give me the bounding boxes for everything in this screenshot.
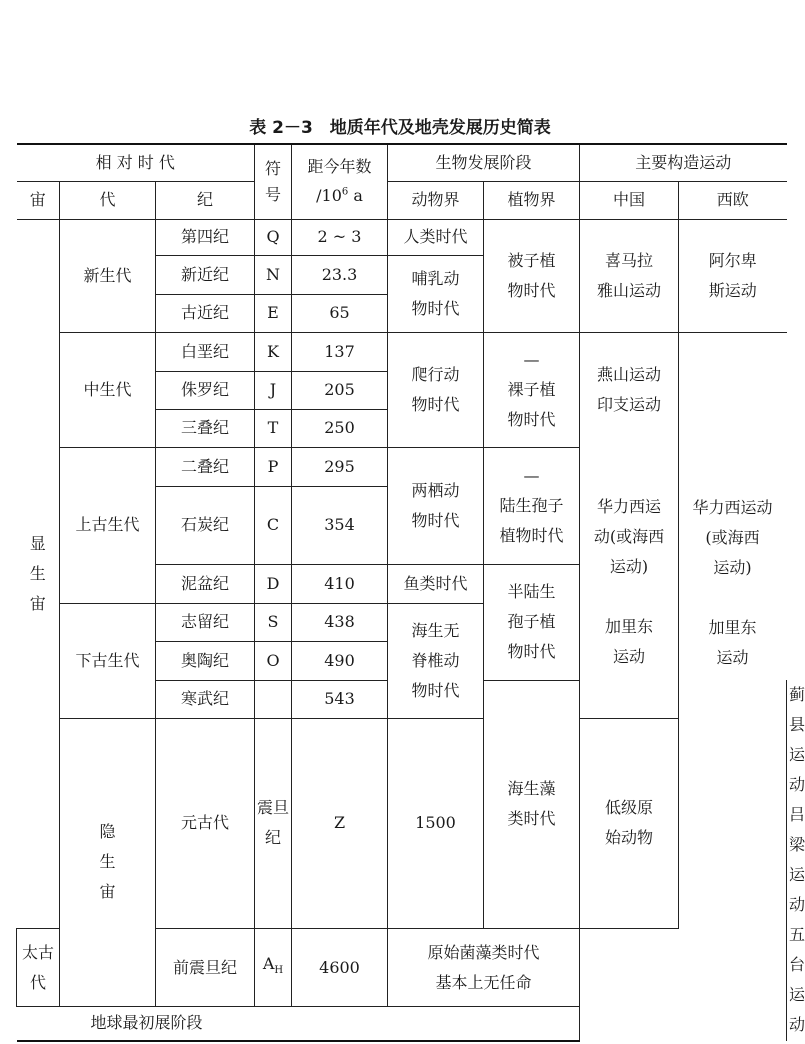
header-west-europe: 西欧	[679, 181, 787, 219]
era-archean: 太古代	[17, 929, 60, 1007]
period-age: 205	[292, 371, 388, 409]
plant-gymnosperm: — 裸子植 物时代	[484, 332, 580, 447]
header-age	[292, 144, 388, 219]
period-name: 奥陶纪	[156, 641, 255, 680]
period-name: 三叠纪	[156, 409, 255, 447]
europe-blank	[679, 332, 787, 447]
period-name: 白垩纪	[156, 332, 255, 371]
period-age: 354	[292, 486, 388, 564]
period-age: 23.3	[292, 255, 388, 294]
period-symbol: S	[255, 603, 292, 641]
header-china: 中国	[580, 181, 679, 219]
eon-phanerozoic: 显 生 宙	[17, 219, 60, 929]
header-relative-time: 相 对 时 代	[17, 144, 255, 181]
era-proterozoic: 元古代	[156, 718, 255, 929]
period-symbol: K	[255, 332, 292, 371]
period-age: 2 ~ 3	[292, 219, 388, 255]
period-symbol: J	[255, 371, 292, 409]
plant-marine-algae: 海生藻 类时代	[484, 680, 580, 929]
period-symbol	[255, 680, 292, 718]
header-period: 纪	[156, 181, 255, 219]
header-era: 代	[60, 181, 156, 219]
period-symbol: P	[255, 447, 292, 486]
period-symbol: T	[255, 409, 292, 447]
header-animal: 动物界	[388, 181, 484, 219]
geologic-time-table: 相 对 时 代 符 号 距今年数 $/10^6$ a 生物发展阶段 主要构造运动 宙 代 纪 动物界 植物界 中国 西欧 显 生 宙 新生代 第四纪 Q 2 ~ 3 人类时代 被子植 物时代 喜马拉 雅山运动 阿尔卑 斯运动 新近纪 N 23.3 哺乳动 物时代 古近纪 E 65 中生代 白垩纪 K 137 爬行动 物时代 — 裸子植 物时代 燕山运动 印支运动 侏罗纪 J 205 三叠纪 T 250 上古生代 二叠纪 P 295 两栖动 物时代 — 陆生孢子 植物时代 华力西运 动(或海西 运动) 加里东 运动 华力西运动 (或海西 运动) 加里东 运动 石炭纪 C 354 泥盆纪 D 410 鱼类时代 半陆生 孢子植 物时代 下古生代 志留纪 S 438 海生无 脊椎动 物时代 奥陶纪 O 490 寒武纪 543 海生藻 类时代 蓟县运动 吕梁运动 五台运动 隐 生 宙 元古代 震旦纪 Z 1500 低级原 始动物 太古代 前震旦纪 $A_H$ 4600 原始菌藻类时代 基本上无任命 地球最初展阶段	[16, 143, 787, 1042]
period-name: 二叠纪	[156, 447, 255, 486]
era-upper-paleozoic: 上古生代	[60, 447, 156, 603]
animal-marine-invertebrate: 海生无 脊椎动 物时代	[388, 603, 484, 718]
header-eon: 宙	[17, 181, 60, 219]
period-name: 寒武纪	[156, 680, 255, 718]
period-symbol: $A_H$	[255, 929, 292, 1007]
period-symbol: Q	[255, 219, 292, 255]
eon-cryptozoic: 隐 生 宙	[60, 718, 156, 1007]
period-age: 490	[292, 641, 388, 680]
era-mesozoic: 中生代	[60, 332, 156, 447]
header-bio-stage: 生物发展阶段	[388, 144, 580, 181]
china-hercynian: 华力西运 动(或海西 运动) 加里东 运动	[580, 447, 679, 718]
animal-mammal: 哺乳动 物时代	[388, 255, 484, 332]
period-name: 石炭纪	[156, 486, 255, 564]
plant-angiosperm: 被子植 物时代	[484, 219, 580, 332]
era-lower-paleozoic: 下古生代	[60, 603, 156, 718]
period-name: 震旦纪	[255, 718, 292, 929]
period-age: 438	[292, 603, 388, 641]
period-symbol: N	[255, 255, 292, 294]
period-name: 泥盆纪	[156, 564, 255, 603]
period-symbol: Z	[292, 718, 388, 929]
animal-fish: 鱼类时代	[388, 564, 484, 603]
period-symbol: E	[255, 294, 292, 332]
earth-initial-stage: 地球最初展阶段	[17, 1007, 580, 1041]
header-age-unit: $/10^6$ a	[316, 186, 363, 206]
europe-hercynian: 华力西运动 (或海西 运动) 加里东 运动	[679, 447, 787, 718]
period-age: 295	[292, 447, 388, 486]
period-name: 前震旦纪	[156, 929, 255, 1007]
period-age: 1500	[388, 718, 484, 929]
period-name: 第四纪	[156, 219, 255, 255]
period-symbol: D	[255, 564, 292, 603]
period-symbol: C	[255, 486, 292, 564]
animal-human: 人类时代	[388, 219, 484, 255]
period-age: 137	[292, 332, 388, 371]
period-name: 古近纪	[156, 294, 255, 332]
header-age-prefix: 距今年数	[307, 157, 372, 177]
europe-alpine: 阿尔卑 斯运动	[679, 219, 787, 332]
era-cenozoic: 新生代	[60, 219, 156, 332]
plant-land-spore: — 陆生孢子 植物时代	[484, 447, 580, 564]
period-age: 250	[292, 409, 388, 447]
period-name: 新近纪	[156, 255, 255, 294]
period-name: 志留纪	[156, 603, 255, 641]
archean-bio-stage: 原始菌藻类时代 基本上无任命	[388, 929, 580, 1007]
period-age: 410	[292, 564, 388, 603]
period-name: 侏罗纪	[156, 371, 255, 409]
china-himalaya: 喜马拉 雅山运动	[580, 219, 679, 332]
header-tectonic: 主要构造运动	[580, 144, 787, 181]
period-age: 65	[292, 294, 388, 332]
period-age: 543	[292, 680, 388, 718]
header-plant: 植物界	[484, 181, 580, 219]
animal-reptile: 爬行动 物时代	[388, 332, 484, 447]
plant-semi-land: 半陆生 孢子植 物时代	[484, 564, 580, 680]
table-caption: 表 2－3 地质年代及地壳发展历史简表	[249, 118, 551, 138]
period-symbol: O	[255, 641, 292, 680]
animal-amphibian: 两栖动 物时代	[388, 447, 484, 564]
period-age: 4600	[292, 929, 388, 1007]
header-symbol: 符 号	[255, 144, 292, 219]
animal-primitive: 低级原 始动物	[580, 718, 679, 929]
china-yanshan: 燕山运动 印支运动	[580, 332, 679, 447]
